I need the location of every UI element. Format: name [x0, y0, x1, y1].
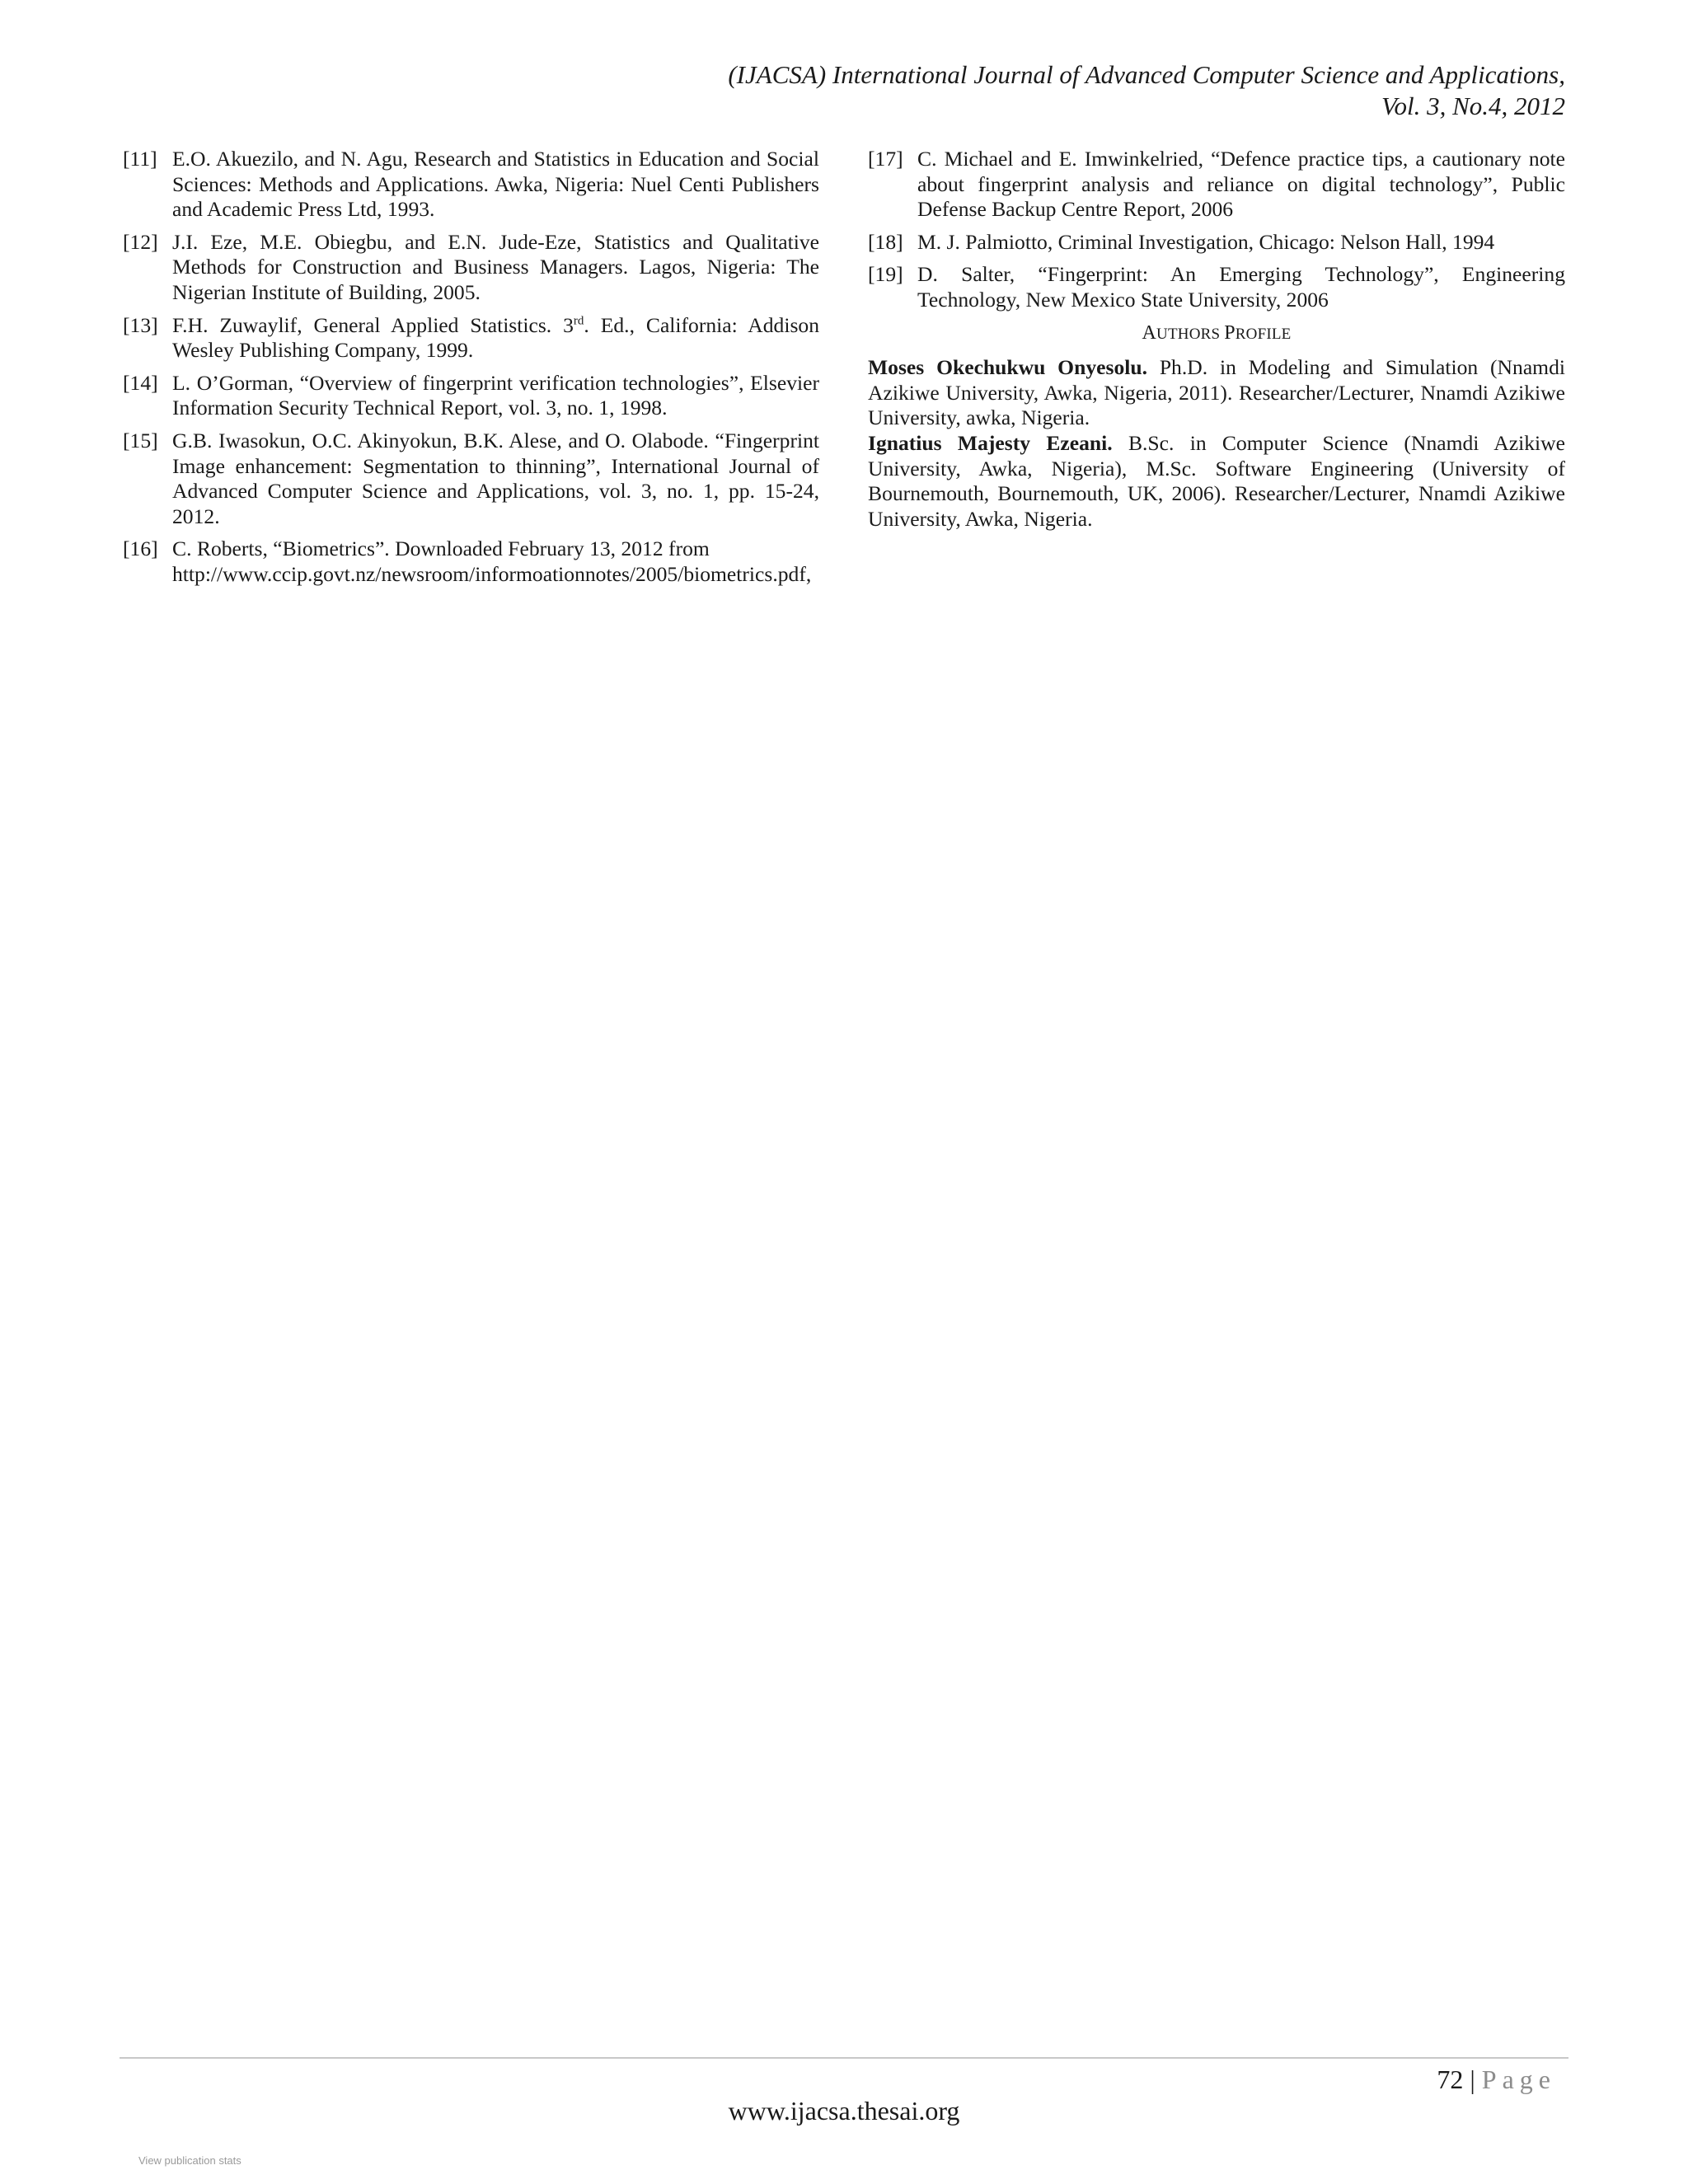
reference-text: J.I. Eze, M.E. Obiegbu, and E.N. Jude-Eze, Statistics and Qualitative Methods for Construction and Business Managers. Lagos, Nigeria: The Nigerian Institute of Building, 2005.: [172, 229, 819, 304]
heading-small-caps: UTHORS: [1156, 325, 1225, 343]
reference-text-part: C. Roberts, “Biometrics”. Downloaded February 13, 2012 from: [172, 537, 710, 561]
reference-number: [19]: [868, 262, 903, 287]
journal-title: (IJACSA) International Journal of Advanced Computer Science and Applications,: [728, 60, 1565, 89]
reference-text: G.B. Iwasokun, O.C. Akinyokun, B.K. Alese, and O. Olabode. “Fingerprint Image enhancement: Segmentation to thinning”, International Journal of Advanced Computer Science and Applications, vol. 3, no. 1, pp. 15-24, 2012.: [172, 428, 819, 528]
reference-url: http://www.ccip.govt.nz/newsroom/informoationnotes/2005/biometrics.pdf,: [172, 561, 812, 586]
page-number-separator: |: [1463, 2064, 1482, 2094]
reference-11: [123, 147, 819, 223]
reference-17: [868, 147, 1565, 223]
reference-text: L. O’Gorman, “Overview of fingerprint verification technologies”, Elsevier Information Security Technical Report, vol. 3, no. 1, 1998.: [172, 370, 819, 420]
reference-number: [14]: [123, 370, 158, 395]
reference-text: [172, 313, 819, 363]
reference-text: C. Michael and E. Imwinkelried, “Defence practice tips, a cautionary note about fingerprint analysis and reliance on digital technology”, Public Defense Backup Centre Report, 2006: [917, 147, 1565, 222]
heading-small-caps: ROFILE: [1235, 325, 1292, 343]
running-header: [728, 59, 1565, 122]
reference-18: [868, 230, 1565, 255]
author-bio-text: Ph.D. in Modeling and Simulation (Nnamdi Azikiwe University, Awka, Nigeria, 2011). Researcher/Lecturer, Nnamdi Azikiwe University, awka, Nigeria.: [868, 355, 1565, 430]
reference-number: [17]: [868, 147, 903, 171]
reference-16: [123, 537, 819, 587]
reference-text: [172, 537, 819, 587]
heading-letter: A: [1142, 321, 1157, 344]
page-number: [1437, 2063, 1556, 2096]
references-left-column: [123, 147, 819, 595]
reference-number: [11]: [123, 147, 157, 171]
reference-text-part: . Ed., California: Addison Wesley Publishing Company, 1999.: [172, 312, 819, 363]
heading-letter: P: [1224, 321, 1236, 344]
page-number-value: 72: [1437, 2064, 1464, 2094]
footer-divider: [120, 2057, 1568, 2059]
author-bio-text: B.Sc. in Computer Science (Nnamdi Azikiwe University, Awka, Nigeria), M.Sc. Software Engineering (University of Bournemouth, Bournemouth, UK, 2006). Researcher/Lecturer, Nnamdi Azikiwe University, Awka, Nigeria.: [868, 430, 1565, 531]
reference-text: D. Salter, “Fingerprint: An Emerging Technology”, Engineering Technology, New Mexico State University, 2006: [917, 262, 1565, 312]
reference-13: [123, 313, 819, 363]
author-name: Moses Okechukwu Onyesolu.: [868, 355, 1147, 380]
volume-issue: Vol. 3, No.4, 2012: [1381, 91, 1565, 120]
page-label: Page: [1481, 2064, 1556, 2094]
reference-number: [13]: [123, 312, 158, 337]
ordinal-superscript: rd: [573, 314, 584, 328]
reference-number: [12]: [123, 229, 158, 254]
reference-14: [123, 371, 819, 421]
view-publication-stats-link[interactable]: View publication stats: [138, 2154, 241, 2167]
reference-12: [123, 230, 819, 306]
reference-text: E.O. Akuezilo, and N. Agu, Research and Statistics in Education and Social Sciences: Methods and Applications. Awka, Nigeria: Nuel Centi Publishers and Academic Press Ltd, 1993.: [172, 147, 819, 222]
author-name: Ignatius Majesty Ezeani.: [868, 430, 1113, 455]
reference-number: [15]: [123, 428, 158, 452]
reference-number: [16]: [123, 537, 158, 561]
reference-text: M. J. Palmiotto, Criminal Investigation, Chicago: Nelson Hall, 1994: [917, 229, 1495, 254]
reference-19: [868, 262, 1565, 312]
reference-text-part: F.H. Zuwaylif, General Applied Statistics. 3: [172, 312, 574, 337]
references-right-column: [868, 147, 1565, 532]
author-bio-ezeani: [868, 431, 1565, 532]
authors-profile-heading: [868, 321, 1565, 348]
journal-website: www.ijacsa.thesai.org: [728, 2096, 960, 2125]
author-bio-onyesolu: [868, 355, 1565, 431]
reference-15: [123, 429, 819, 529]
reference-number: [18]: [868, 229, 903, 254]
